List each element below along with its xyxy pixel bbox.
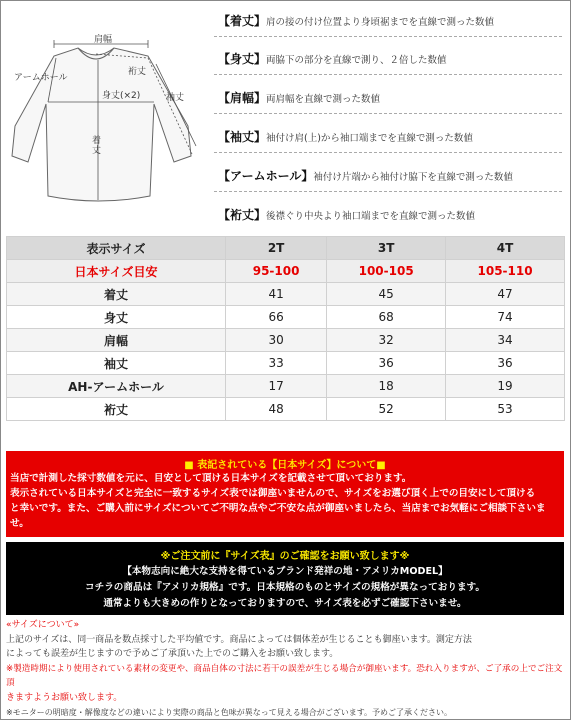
table-cell: 53 (446, 398, 565, 421)
notes-line: 上記のサイズは、同一商品を数点採寸した平均値です。商品によっては個体差が生じることも御座います。測定方法 (6, 634, 472, 645)
table-cell: 33 (226, 352, 327, 375)
definition-desc: 後襟ぐり中央より袖口端までを直線で測った数値 (266, 211, 476, 222)
definition-item (214, 118, 564, 156)
definition-item (214, 40, 564, 78)
definition-term: 【アームホール】 (218, 169, 314, 183)
definition-term: 【肩幅】 (218, 91, 267, 105)
table-cell: 19 (446, 375, 565, 398)
notice-line: 当店で計測した採寸数値を元に、目安として頂ける日本サイズを記載させて頂いております。 (10, 473, 412, 484)
table-row (7, 329, 565, 352)
definition-item (214, 157, 564, 195)
table-cell: 36 (446, 352, 565, 375)
notes-line: によっても誤差が生じますので予めご了承頂いた上でのご購入をお願い致します。 (6, 649, 339, 660)
table-cell: 45 (327, 283, 446, 306)
definition-item (214, 79, 564, 117)
divider (214, 74, 562, 75)
divider (214, 152, 562, 153)
table-header-cell: 2T (226, 237, 327, 260)
diagram-label-length: 着丈 (92, 136, 102, 156)
table-cell: 34 (446, 329, 565, 352)
table-cell: 身丈 (7, 306, 226, 329)
table-header-cell: 3T (327, 237, 446, 260)
definition-item (214, 2, 564, 40)
table-cell: 30 (226, 329, 327, 352)
definition-desc: 袖付け肩(上)から袖口端までを直線で測った数値 (266, 133, 473, 144)
table-cell: 68 (327, 306, 446, 329)
notice-title: ※ご注文前に『サイズ表』のご確認をお願い致します※ (160, 551, 410, 562)
notes-line: ※モニターの明暗度・解像度などの違いにより実際の商品と色味が異なって見える場合がございます。予めご了承ください。 (6, 707, 453, 717)
diagram-label-chest: 身丈(×2) (102, 91, 141, 101)
size-notes (6, 618, 566, 720)
definition-term: 【裄丈】 (218, 208, 267, 222)
table-cell: 52 (327, 398, 446, 421)
diagram-label-neck-sleeve: 裄丈 (128, 67, 147, 77)
notice-line: コチラの商品は『アメリカ規格』です。日本規格のものとサイズの規格が異なっております。 (85, 582, 485, 593)
table-cell: 17 (226, 375, 327, 398)
table-row (7, 306, 565, 329)
table-cell: 105-110 (446, 260, 565, 283)
notice-line: せ。 (10, 518, 29, 529)
table-cell: 日本サイズ目安 (7, 260, 226, 283)
table-cell: 66 (226, 306, 327, 329)
size-check-notice (6, 542, 564, 615)
definition-desc: 両脇下の部分を直線で測り、２倍した数値 (266, 55, 447, 66)
definition-term: 【身丈】 (218, 52, 267, 66)
divider (214, 113, 562, 114)
notice-body (10, 471, 562, 531)
table-header-cell: 4T (446, 237, 565, 260)
notes-line: きますようお願い致します。 (6, 692, 123, 703)
japan-size-notice (6, 451, 564, 537)
measurement-diagram (8, 14, 208, 214)
table-cell: 47 (446, 283, 565, 306)
divider (214, 36, 562, 37)
table-cell: 100-105 (327, 260, 446, 283)
notice-line: 表示されている日本サイズと完全に一致するサイズ表では御座いませんので、サイズをお選び頂く上での目安にして頂ける (10, 488, 536, 499)
table-cell: 48 (226, 398, 327, 421)
notice-line: 通常よりも大きめの作りとなっておりますので、サイズ表を必ずご確認下さいませ。 (103, 598, 467, 609)
definition-term: 【袖丈】 (218, 130, 267, 144)
table-header-cell: 表示サイズ (7, 237, 226, 260)
definition-desc: 肩の接の付け位置より身頃裾までを直線で測った数値 (266, 17, 495, 28)
size-table (6, 236, 565, 421)
notice-line: 【本物志向に絶大な支持を得ているブランド発祥の地・アメリカMODEL】 (122, 566, 448, 577)
table-cell: 32 (327, 329, 446, 352)
table-row (7, 398, 565, 421)
table-cell: 36 (327, 352, 446, 375)
definition-item (214, 196, 564, 234)
diagram-label-armhole: アームホール (14, 73, 68, 83)
japan-size-row (7, 260, 565, 283)
table-cell: 袖丈 (7, 352, 226, 375)
table-header-row (7, 237, 565, 260)
diagram-label-sleeve: 袖丈 (166, 93, 185, 103)
definition-desc: 袖付け片端から袖付け脇下を直線で測った数値 (313, 172, 513, 183)
table-row (7, 283, 565, 306)
definition-desc: 両肩幅を直線で測った数値 (266, 94, 381, 105)
table-cell: AH-アームホール (7, 375, 226, 398)
notes-heading: «サイズについて» (6, 620, 80, 630)
table-cell: 74 (446, 306, 565, 329)
notice-line: と幸いです。また、ご購入前にサイズについてご不明な点やご不安な点が御座いましたら、当店までお気軽にご相談下さいま (10, 503, 546, 514)
table-cell: 裄丈 (7, 398, 226, 421)
table-cell: 18 (327, 375, 446, 398)
table-cell: 肩幅 (7, 329, 226, 352)
table-cell: 95-100 (226, 260, 327, 283)
table-cell: 着丈 (7, 283, 226, 306)
table-row (7, 352, 565, 375)
divider (214, 191, 562, 192)
notes-line: ※製造時期により使用されている素材の変更や、商品自体の寸法に若干の誤差が生じる場合が御座います。恐れ入りますが、ご了承の上でご注文頂 (6, 663, 563, 689)
diagram-label-shoulder: 肩幅 (94, 35, 113, 45)
table-cell: 41 (226, 283, 327, 306)
table-row (7, 375, 565, 398)
notice-title: ■ 表記されている【日本サイズ】について■ (184, 460, 386, 471)
definition-term: 【着丈】 (218, 14, 267, 28)
